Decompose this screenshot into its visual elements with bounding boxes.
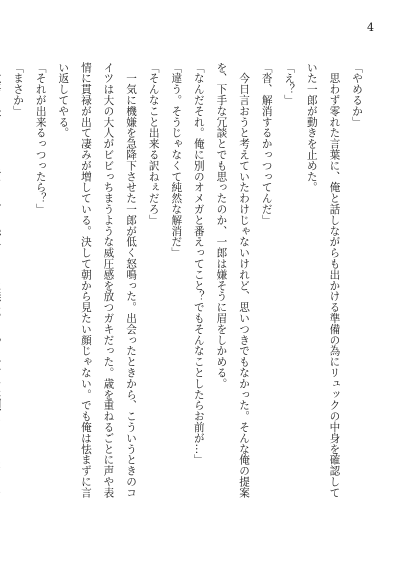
text-line: 「沓、解消するかっつってんだ」 bbox=[260, 62, 273, 226]
text-line: いた一郎が動きを止めた。 bbox=[305, 62, 318, 193]
text-line: 「そんなこと出来る訳ねぇだろ」 bbox=[147, 62, 160, 226]
text-line: 「違う。そうじゃなくて純然な解消だ」 bbox=[170, 62, 183, 259]
text-line: 「それが出来るっつったら？」 bbox=[34, 62, 47, 215]
text-line: 一気に機嫌を急降下させた一郎が低く怒鳴った。出会ったときから、こういうときのコ bbox=[125, 62, 138, 498]
text-line: 「え？」 bbox=[283, 62, 296, 106]
text-line: 「やめるか」 bbox=[351, 62, 363, 128]
text-line: 思わず零れた言葉に、俺と話しながらも出かける準備の為にリュックの中身を確認して bbox=[328, 62, 341, 498]
text-line: 今日言おうと考えていたわけじゃないけれど、思いつきでもなかった。そんな俺の提案 bbox=[238, 62, 251, 498]
text-line: 「なんだそれ。俺に別のオメガと番えってこと？でもそんなことしたらお前が…」 bbox=[192, 62, 205, 466]
text-line: 情に貫禄が出て凄みが増している。決して朝から見たい顔じゃない。でも俺は怯まずに言 bbox=[79, 62, 92, 498]
text-line: イツは大の大人がビビっちまうような威圧感を放つガキだった。歳を重ねるごとに声や表 bbox=[102, 62, 115, 498]
text-line: を、下手な冗談とでも思ったのか、一郎は嫌そうに眉をしかめる。 bbox=[215, 62, 228, 389]
page-number: 4 bbox=[367, 21, 374, 34]
text-line: 「まさか」 bbox=[12, 62, 25, 117]
text-line bbox=[0, 62, 7, 532]
vertical-text-body bbox=[12, 62, 368, 532]
text-line: い返してやる。 bbox=[57, 62, 70, 139]
